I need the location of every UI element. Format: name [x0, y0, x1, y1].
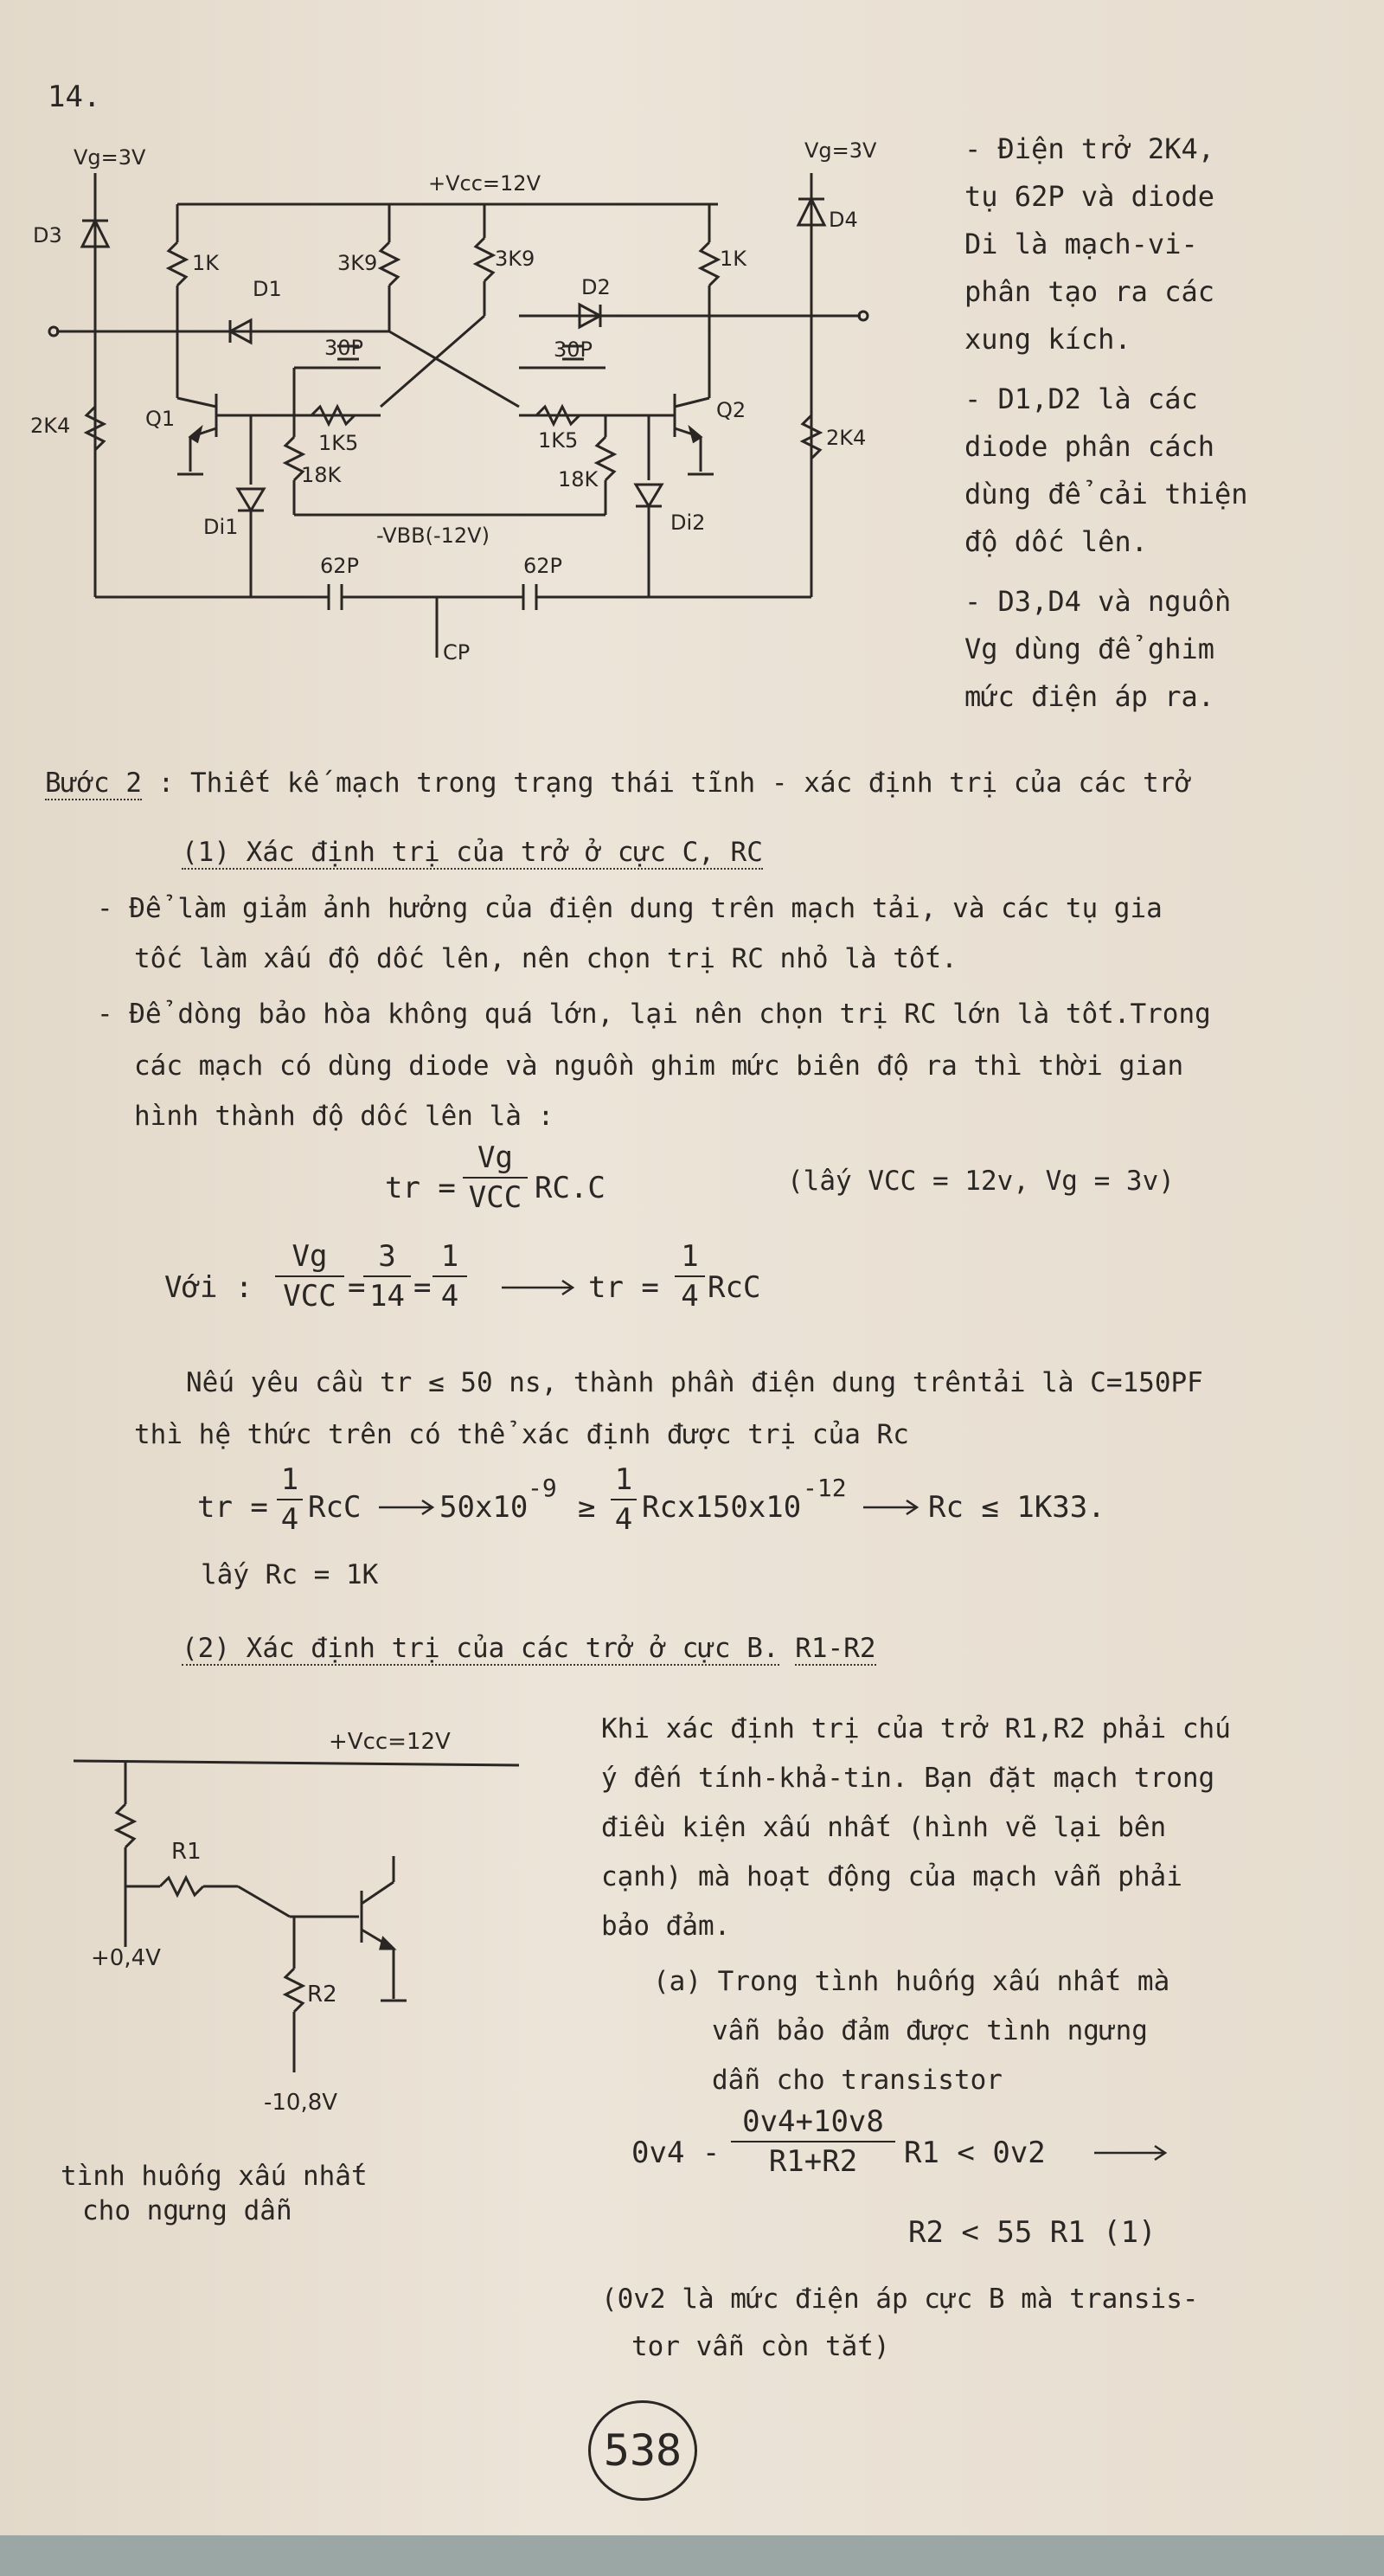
label-vg-right: Vg=3V	[804, 138, 877, 163]
label-30p-left: 30P	[324, 336, 364, 360]
case-a-text: (a) Trong tình huống xấu nhất mà vẫn bảo đảm được tình ngưng dẫn cho transistor	[653, 1966, 1170, 2096]
eq2-rc: RcC	[708, 1270, 761, 1305]
arrow-icon	[1094, 2144, 1172, 2162]
label-18k-left: 18K	[301, 463, 342, 487]
label-30p-right: 30P	[554, 337, 593, 362]
eq2-tr: tr =	[588, 1270, 659, 1305]
eq2-frac1: Vg VCC	[275, 1239, 344, 1314]
c2-label-r1: R1	[171, 1839, 202, 1865]
label-1k-left: 1K	[192, 251, 220, 275]
eq1-fraction: Vg VCC	[463, 1140, 528, 1215]
note-1: - Điện trở 2K4, tụ 62P và diode Di là mạch-vi- phân tạo ra các xung kích.	[964, 132, 1214, 356]
eq4-fraction: 0v4+10v8 R1+R2	[731, 2104, 895, 2179]
para3-line2: thì hệ thức trên có thể xác định được trị của Rc	[134, 1419, 909, 1450]
label-1k5-left: 1K5	[318, 431, 359, 455]
label-62p-left: 62P	[320, 554, 360, 578]
eq1-note: (lấy VCC = 12v, Vg = 3v)	[787, 1166, 1175, 1197]
eq2-frac2: 3 14	[363, 1239, 411, 1314]
label-vcc: +Vcc=12V	[428, 171, 541, 196]
label-18k-right: 18K	[558, 467, 599, 491]
subsection-1: (1) Xác định trị của trở ở cực C, RC	[182, 837, 763, 868]
eq5: R2 < 55 R1 (1)	[908, 2215, 1157, 2250]
label-1k-right: 1K	[720, 247, 747, 271]
eq1-left: tr =	[385, 1171, 456, 1205]
right-column-text: Khi xác định trị của trở R1,R2 phải chú ý đến tính-khả-tin. Bạn đặt mạch trong điều kiện xấu nhất (hình vẽ lại bên cạnh) mà hoạt động của mạch vẫn phải bảo đảm.	[601, 1713, 1231, 1942]
c2-caption: tình huống xấu nhất cho ngưng dẫn	[61, 2161, 368, 2226]
label-1k5-right: 1K5	[538, 428, 579, 453]
step2-title: Bước 2 : Thiết kế mạch trong trạng thái tĩnh - xác định trị của các trở	[45, 768, 1192, 799]
c2-label-vcc: +Vcc=12V	[329, 1729, 451, 1755]
para2-line3: hình thành độ dốc lên là :	[134, 1101, 554, 1132]
c2-label-r2: R2	[307, 1982, 337, 2007]
c2-label-v-minus: -10,8V	[264, 2090, 338, 2116]
eq1-right: RC.C	[535, 1171, 606, 1205]
label-di2: Di2	[670, 511, 706, 535]
label-3k9-left: 3K9	[337, 251, 378, 275]
para1-line2: tốc làm xấu độ dốc lên, nên chọn trị RC nhỏ là tốt.	[134, 943, 958, 974]
page-number: 538	[588, 2400, 697, 2501]
label-q1: Q1	[145, 407, 176, 431]
eq2-eq2: =	[413, 1270, 432, 1305]
para2-line2: các mạch có dùng diode và nguồn ghim mức biên độ ra thì thời gian	[134, 1050, 1184, 1082]
label-2k4-left: 2K4	[30, 414, 71, 438]
note-2: - D1,D2 là các diode phân cách dùng để cải thiện độ dốc lên.	[964, 382, 1248, 558]
eq3: tr = 1 4 RcC 50x10 -9 ≥ 1 4 Rcx150x10 -12 Rc ≤ 1K33.	[197, 1462, 1105, 1537]
subsection-2: (2) Xác định trị của các trở ở cực B. R1-R2	[182, 1633, 876, 1664]
para3-line1: Nếu yêu cầu tr ≤ 50 ns, thành phần điện dung trêntải là C=150PF	[186, 1367, 1203, 1398]
c2-label-v-plus: +0,4V	[91, 1945, 161, 1971]
label-2k4-right: 2K4	[826, 426, 867, 450]
eq4-left: 0v4 -	[631, 2136, 721, 2170]
label-3k9-right: 3K9	[495, 247, 535, 271]
label-vbb: -VBB(-12V)	[376, 524, 490, 548]
note-3: - D3,D4 và nguồn Vg dùng để ghim mức điện áp ra.	[964, 585, 1232, 713]
label-cp: CP	[443, 640, 471, 665]
label-62p-right: 62P	[523, 554, 563, 578]
label-d2: D2	[581, 275, 611, 299]
eq2-prefix: Với :	[164, 1270, 253, 1305]
page-header: 14.	[48, 80, 101, 114]
label-d1: D1	[253, 277, 282, 301]
label-d3: D3	[33, 223, 62, 247]
para2-line1: - Để dòng bảo hòa không quá lớn, lại nên chọn trị RC lớn là tốt.Trong	[97, 999, 1211, 1030]
eq4-right: R1 < 0v2	[904, 2136, 1046, 2170]
label-d4: D4	[829, 208, 858, 232]
final-note: (0v2 là mức điện áp cực B mà transis- tor vẫn còn tắt)	[601, 2284, 1199, 2362]
label-vg-left: Vg=3V	[74, 145, 146, 170]
label-q2: Q2	[716, 398, 746, 422]
eq2-eq1: =	[348, 1270, 366, 1305]
eq2-frac3: 1 4	[432, 1239, 467, 1314]
para1-line1: - Để làm giảm ảnh hưởng của điện dung trên mạch tải, và các tụ gia	[97, 893, 1163, 924]
para4: lấy Rc = 1K	[201, 1559, 379, 1590]
step2-prefix: Bước 2	[45, 768, 142, 799]
eq2-frac4: 1 4	[675, 1239, 705, 1314]
label-di1: Di1	[203, 515, 239, 539]
